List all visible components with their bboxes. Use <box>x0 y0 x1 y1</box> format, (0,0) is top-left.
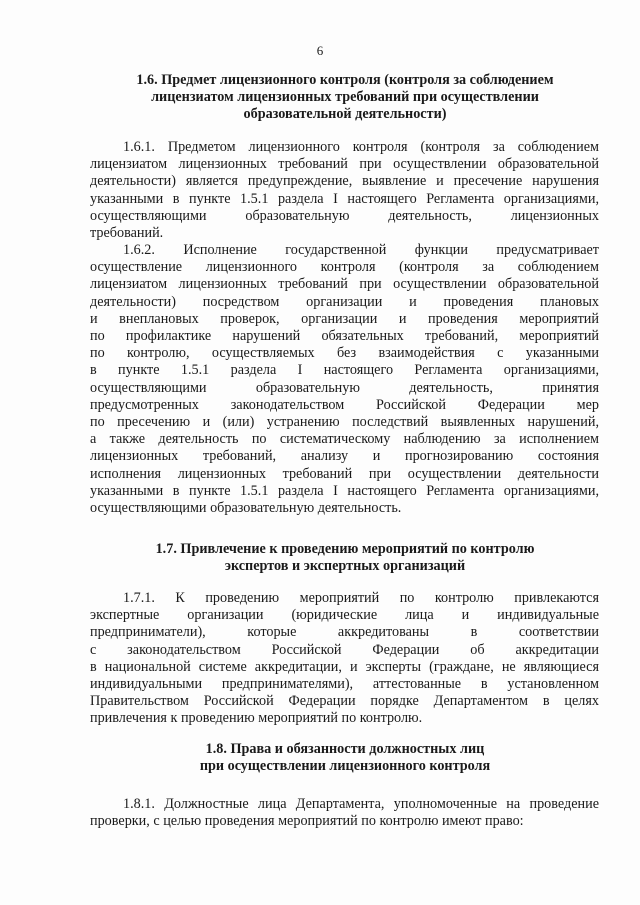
paragraph-1-8-1 <box>90 796 599 830</box>
heading-line: при осуществлении лицензионного контроля <box>199 758 491 775</box>
paragraph-1-6-2 <box>90 242 599 517</box>
heading-line: 1.7. Привлечение к проведению мероприятий по контролю <box>155 541 535 557</box>
text-line: указанными в пункте 1.5.1 раздела I настоящего Регламента организациями, <box>90 190 599 207</box>
text-line: деятельности) посредством организации и проведения плановых <box>90 293 599 310</box>
text-line: привлечения к проведению мероприятий по контролю. <box>90 710 423 727</box>
paragraph-1-6-1 <box>90 139 599 242</box>
text-line: предприниматели), которые аккредитованы в соответствии <box>90 624 599 641</box>
heading-line: 1.8. Права и обязанности должностных лиц <box>205 741 485 757</box>
paragraph-1-7-1 <box>90 590 599 728</box>
text-line: индивидуальными предпринимателями), аттестованные в установленном <box>90 676 599 693</box>
text-line: а также деятельность по систематическому наблюдению за исполнением <box>90 431 599 448</box>
text-line: осуществляющими образовательную деятельность. <box>90 500 402 517</box>
text-line: 1.6.2. Исполнение государственной функции предусматривает <box>123 242 599 258</box>
text-line: экспертные организации (юридические лица и индивидуальные <box>90 607 599 624</box>
text-line: деятельности) является предупреждение, выявление и пресечение нарушения <box>90 173 599 190</box>
text-line: в пункте 1.5.1 раздела I настоящего Регламента организациями, <box>90 362 599 379</box>
text-line: по профилактике нарушений обязательных требований, мероприятий <box>90 328 599 345</box>
heading-line: 1.6. Предмет лицензионного контроля (контроля за соблюдением <box>136 72 554 88</box>
text-line: с законодательством Российской Федерации об аккредитации <box>90 641 599 658</box>
text-line: по пресечению и (или) устранению последствий выявленных нарушений, <box>90 414 599 431</box>
section-heading-1-6 <box>60 72 630 124</box>
text-line: и внеплановых проверок, организации и проведения мероприятий <box>90 310 599 327</box>
text-line: Правительством Российской Федерации порядке Департаментом в целях <box>90 693 599 710</box>
text-line: осуществляющими образовательную деятельность, лицензионных <box>90 207 599 224</box>
text-line: лицензионных требований, анализу и прогнозированию состояния <box>90 448 599 465</box>
text-line: по контролю, осуществляемых без взаимодействия с указанными <box>90 345 599 362</box>
text-line: 1.8.1. Должностные лица Департамента, уполномоченные на проведение <box>123 796 599 812</box>
text-line: исполнения лицензионных требований при осуществлении деятельности <box>90 465 599 482</box>
text-line: в национальной системе аккредитации, и эксперты (граждане, не являющиеся <box>90 658 599 675</box>
text-line: осуществляющими образовательную деятельность, принятия <box>90 379 599 396</box>
heading-line: образовательной деятельности) <box>243 106 447 123</box>
text-line: лицензиатом лицензионных требований при осуществлении образовательной <box>90 276 599 293</box>
page-number: 6 <box>316 43 324 58</box>
heading-line: экспертов и экспертных организаций <box>224 558 466 575</box>
text-line: осуществление лицензионного контроля (контроля за соблюдением <box>90 259 599 276</box>
text-line: предусмотренных законодательством Российской Федерации мер <box>90 396 599 413</box>
heading-line: лицензиатом лицензионных требований при осуществлении <box>151 89 539 106</box>
text-line: лицензиатом лицензионных требований при осуществлении образовательной <box>90 156 599 173</box>
text-line: 1.7.1. К проведению мероприятий по контролю привлекаются <box>123 590 599 606</box>
text-line: проверки, с целью проведения мероприятий по контролю имеют право: <box>90 813 524 830</box>
text-line: указанными в пункте 1.5.1 раздела I настоящего Регламента организациями, <box>90 482 599 499</box>
section-heading-1-8 <box>60 741 630 775</box>
section-heading-1-7 <box>60 541 630 575</box>
text-line: 1.6.1. Предметом лицензионного контроля (контроля за соблюдением <box>123 139 599 155</box>
text-line: требований. <box>90 225 164 242</box>
